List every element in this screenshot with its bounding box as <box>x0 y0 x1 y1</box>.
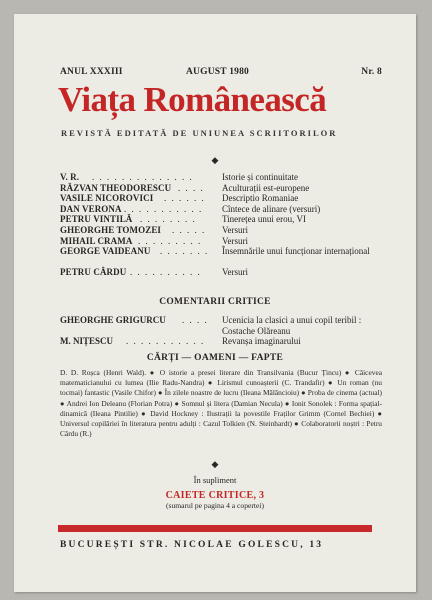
toc-row <box>60 193 380 204</box>
critical-row <box>60 315 380 336</box>
toc-dots: . . . . . . . . <box>140 214 197 225</box>
issue-number: Nr. 8 <box>361 67 382 77</box>
toc-row <box>60 225 380 236</box>
supplement-intro: În supliment <box>193 475 237 485</box>
magazine-title: Viața Românească <box>58 80 327 119</box>
ornament-diamond-icon: ◆ <box>211 155 219 165</box>
toc-row <box>60 172 380 183</box>
toc-work: Istorie și continuitate <box>222 172 298 182</box>
magazine-cover <box>14 14 416 592</box>
critical-dots: . . . . . . . . . . . <box>126 336 205 346</box>
critical-work: Ucenicia la clasici a unui copil teribil : Costache Olăreanu <box>222 315 362 336</box>
toc-work: Versuri <box>222 235 248 246</box>
toc-author: GHEORGHE TOMOZEI <box>60 224 162 235</box>
toc-dots: . . . . . <box>172 224 206 235</box>
critical-comments <box>60 315 380 347</box>
toc-dots: . . . . . . . . . . . . . . <box>92 172 194 182</box>
toc-author: VASILE NICOROVICI <box>60 193 154 204</box>
books-paragraph: D. D. Roșca (Henri Wald). ● O istorie a presei literare din Transilvania (Bucur Țincu) ● Căicevea matematicianului cu lumea (Ilie Radu-Nandra) ● Lirismul cunoașterii (C. Trandafir) ● Un roman (nu tocmai) fantastic (Vasile Chifor) ● În zilele noastre de lucru (Ileana Mălăncioiu) ● Proba de cinema (actual) ● Andrei Ion Deleanu (Florian Potra) ● Somnul și litera (Damian Necula) ● Ionit Sonolek : Forma spațial-dinamică (Ileana Pintilie) ● David Hockney : Ilustrații la povestile Fraților Grimm (Cornel Bechiei) ● Universul copilăriei în literatura pentru adulți : Cazul Tolkien (N. Steinhardt) ● Colaboratorii noștri : Petru Cârdu (R.) <box>60 368 382 439</box>
table-of-contents <box>60 172 380 278</box>
critical-author: GHEORGHE GRIGURCU <box>60 315 166 325</box>
toc-row <box>60 183 380 194</box>
toc-author: RĂZVAN THEODORESCU <box>60 182 172 193</box>
critical-row <box>60 336 380 347</box>
supplement-title: CAIETE CRITICE, 3 <box>165 490 265 501</box>
toc-dots: . . . . . . . . . . <box>130 267 202 278</box>
toc-dots: . . . . . . . <box>160 246 209 257</box>
toc-work: Aculturații est-europene <box>222 182 310 193</box>
ornament-diamond-icon: ◆ <box>211 459 219 469</box>
toc-work: Versuri <box>222 267 248 278</box>
critical-dots: . . . . <box>182 315 209 325</box>
critical-work: Revanșa imaginarului <box>222 336 301 346</box>
toc-row <box>60 246 380 267</box>
toc-dots: . . . . . . . . . . . <box>124 203 203 214</box>
toc-row <box>60 214 380 225</box>
toc-work: Însemnările unui funcționar internațional <box>222 246 370 257</box>
toc-author: PETRU CÂRDU <box>60 267 127 278</box>
toc-row <box>60 236 380 247</box>
toc-dots: . . . . . . . . . <box>138 235 202 246</box>
supplement-note: (sumarul pe pagina 4 a copertei) <box>165 501 265 510</box>
section-heading-books: CĂRȚI — OAMENI — FAPTE <box>146 353 284 363</box>
toc-row <box>60 267 380 278</box>
section-heading-critical: COMENTARII CRITICE <box>159 297 271 307</box>
red-divider-bar <box>58 525 372 532</box>
critical-author: M. NIȚESCU <box>60 336 114 346</box>
toc-work: Versuri <box>222 224 248 235</box>
toc-work: Cîntece de alinare (versuri) <box>222 203 321 214</box>
issue-year: ANUL XXXIII <box>60 67 123 77</box>
toc-author: V. R. <box>60 172 80 182</box>
issue-date: AUGUST 1980 <box>186 67 249 77</box>
toc-row <box>60 204 380 215</box>
publisher-address: BUCUREȘTI STR. NICOLAE GOLESCU, 13 <box>60 540 324 550</box>
magazine-subtitle: REVISTĂ EDITATĂ DE UNIUNEA SCRIITORILOR <box>61 128 338 138</box>
issue-meta <box>60 67 382 81</box>
toc-author: PETRU VINTILĂ <box>60 214 133 225</box>
toc-dots: . . . . . . <box>164 193 206 204</box>
toc-work: Tinerețea unui erou, VI <box>222 214 306 225</box>
toc-author: GEORGE VAIDEANU <box>60 246 151 257</box>
toc-dots: . . . . <box>178 182 205 193</box>
toc-author: MIHAIL CRAMA <box>60 235 133 246</box>
toc-author: DAN VERONA <box>60 203 122 214</box>
toc-work: Descriptio Romaniae <box>222 193 299 204</box>
